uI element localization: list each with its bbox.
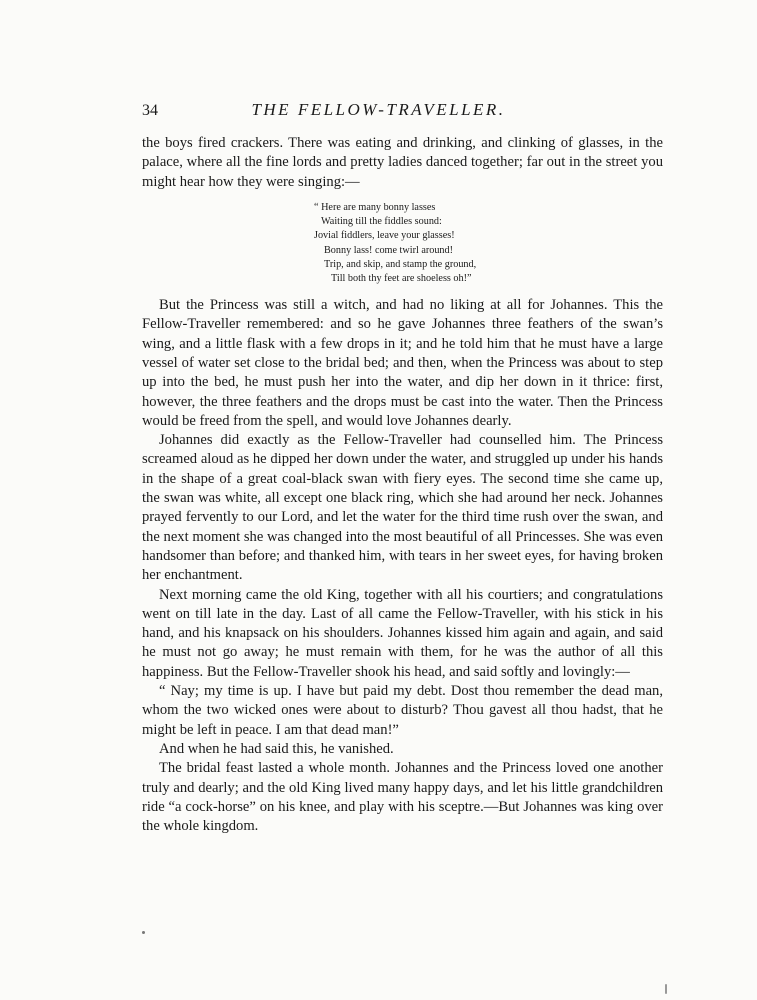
paragraph: Johannes did exactly as the Fellow-Traveller had counselled him. The Princess screamed aloud as he dipped her down under the water, and struggled up under his hands in the shape of a great coal-black swan with fiery eyes. The second time she came up, the swan was white, all except one black ring, which she had around her neck. Johannes prayed fervently to our Lord, and let the water for the third time rush over the swan, and the next moment she was changed into the most beautiful of all Princesses. She was even handsomer than before; and thanked him, with tears in her sweet eyes, for having broken her enchantment.: [142, 432, 663, 584]
song-line: Waiting till the fiddles sound:: [321, 216, 442, 228]
paragraph: And when he had said this, he vanished.: [159, 740, 394, 757]
paragraph: Next morning came the old King, together with all his courtiers; and congratulations went on till late in the day. Last of all came the Fellow-Traveller, with his stick in his hand, and his knapsack on his shoulders. Johannes kissed him again and again, and said he must not go away; he must remain with them, for he was the author of all this happiness. But the Fellow-Traveller shook his head, and said softly and lovingly:—: [142, 586, 663, 680]
ink-speck: [665, 984, 667, 994]
page-body: [142, 134, 663, 836]
paragraph: “ Nay; my time is up. I have but paid my debt. Dost thou remember the dead man, whom the two wicked ones were about to disturb? Thou gavest all thou hadst, that he might be left in peace. I am that dead man!”: [142, 683, 663, 738]
running-title: THE FELLOW-TRAVELLER.: [251, 100, 506, 119]
song-line: Bonny lass! come twirl around!: [324, 244, 454, 256]
song-line: Trip, and skip, and stamp the ground,: [324, 258, 477, 270]
opening-paragraph: the boys fired crackers. There was eating and drinking, and clinking of glasses, in the palace, where all the fine lords and pretty ladies danced together; far out in the street you might hear how they were singing:—: [142, 135, 663, 190]
song-line: Jovial fiddlers, leave your glasses!: [314, 230, 455, 242]
song-line: Till both thy feet are shoeless oh!”: [331, 272, 472, 284]
page-number: 34: [142, 102, 158, 119]
song-line: “ Here are many bonny lasses: [314, 201, 436, 213]
paragraph: But the Princess was still a witch, and had no liking at all for Johannes. This the Fellow-Traveller remembered: and so he gave Johannes three feathers of the swan’s wing, and a little flask with a few drops in it; and he told him that he must have a large vessel of water set close to the bridal bed; and then, when the Princess was about to step up into the bed, he must push her into the water, and dip her down in it thrice: first, however, the three feathers and the drops must be cast into the water. Then the Princess would be freed from the spell, and would love Johannes dearly.: [142, 297, 663, 429]
ink-speck: [142, 931, 145, 934]
paragraph: The bridal feast lasted a whole month. Johannes and the Princess loved one another truly and dearly; and the old King lived many happy days, and let his little grandchildren ride “a cock-horse” on his knee, and play with his sceptre.—But Johannes was king over the whole kingdom.: [142, 760, 663, 835]
song-verse: [314, 201, 663, 286]
